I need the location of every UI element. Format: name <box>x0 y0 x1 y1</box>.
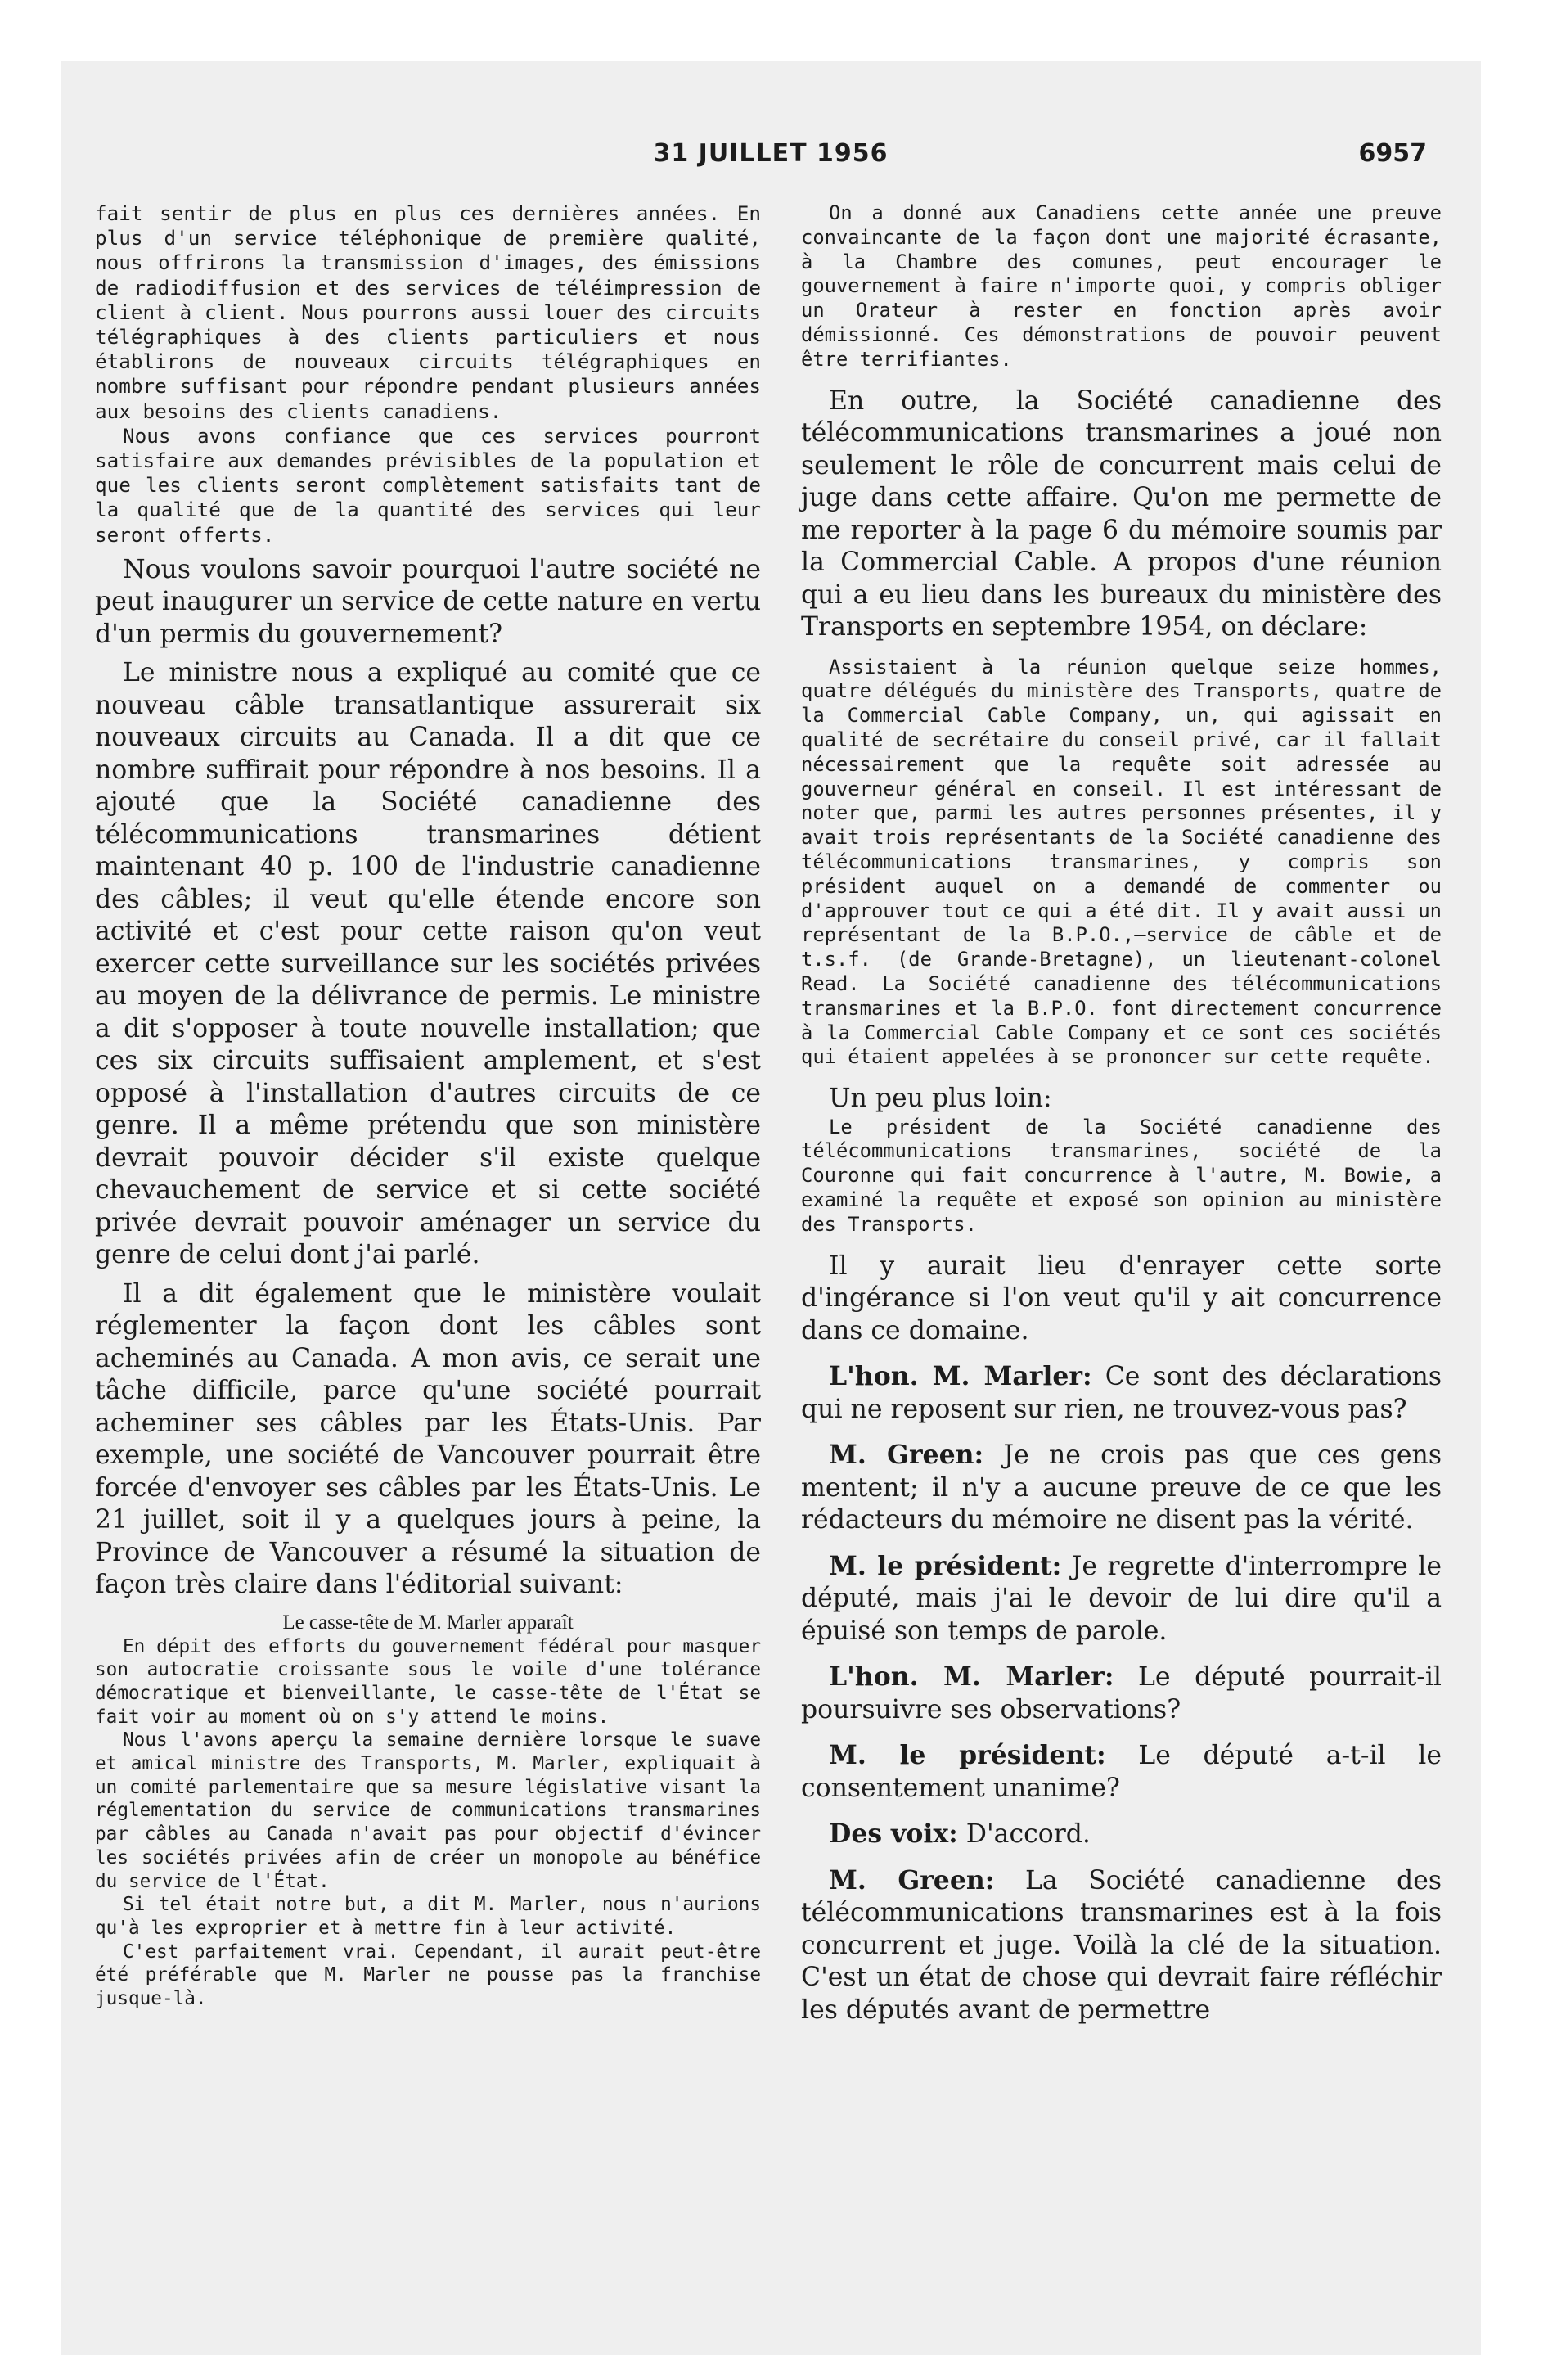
speech <box>801 1661 1442 1726</box>
speech <box>801 1818 1442 1851</box>
right-column <box>801 201 1442 2026</box>
speech-text: Je ne crois pas que ces gens mentent; il n'y a aucune preuve de ce que les rédacteurs du mémoire ne disent pas la vérité. <box>801 1440 1442 1535</box>
paragraph: On a donné aux Canadiens cette année une preuve convaincante de la façon dont une majorité écrasante, à la Chambre des comunes, peut encourager le gouvernement à faire n'importe quoi, y compris obliger un Orateur à rester en fonction après avoir démissionné. Ces démonstrations de pouvoir peuvent être terrifiantes. <box>801 201 1442 371</box>
speech-text: Le député pourrait-il poursuivre ses observations? <box>801 1662 1442 1724</box>
quote-paragraph: En dépit des efforts du gouvernement fédéral pour masquer son autocratie croissante sous le voile d'une tolérance démocratique et bienveillante, le casse-tête de l'État se fait voir au moment où on s'y attend le moins. <box>95 1635 761 1728</box>
paragraph: Il y aurait lieu d'enrayer cette sorte d'ingérance si l'on veut qu'il y ait concurrence dans ce domaine. <box>801 1251 1442 1346</box>
speech-text: Ce sont des déclarations qui ne reposent sur rien, ne trouvez-vous pas? <box>801 1362 1442 1424</box>
speaker-name: M. Green: <box>829 1440 984 1471</box>
quote-paragraph: Si tel était notre but, a dit M. Marler, nous n'aurions qu'à les exproprier et à mettre fin à leur activité. <box>95 1894 761 1939</box>
page-header <box>61 139 1481 178</box>
speaker-name: M. le président: <box>829 1740 1106 1771</box>
speaker-name: L'hon. M. Marler: <box>829 1661 1114 1693</box>
paragraph: Un peu plus loin: <box>829 1084 1052 1114</box>
paragraph: Nous avons confiance que ces services pourront satisfaire aux demandes prévisibles de la population et que les clients seront complètement satisfaits tant de la qualité que de la quantité des services qui leur seront offerts. <box>95 423 761 547</box>
paragraph: Nous voulons savoir pourquoi l'autre société ne peut inaugurer un service de cette nature en vertu d'un permis du gouvernement? <box>95 554 761 649</box>
quote-paragraph: Assistaient à la réunion quelque seize hommes, quatre délégués du ministère des Transports, quatre de la Commercial Cable Company, un, qui agissait en qualité de secrétaire du conseil privé, car il fallait nécessairement que la requête soit adressée au gouverneur général en conseil. Il est intéressant de noter que, parmi les autres personnes présentes, il y avait trois représentants de la Société canadienne des télécommunications transmarines, y compris son président auquel on a demandé de commenter ou d'approuver tout ce qui a été dit. Il y avait aussi un représentant de la B.P.O.,—service de câble et de t.s.f. (de Grande-Bretagne), un lieutenant-colonel Read. La Société canadienne des télécommunications transmarines et la B.P.O. font directement concurrence à la Commercial Cable Company et ce sont ces sociétés qui étaient appelées à se prononcer sur cette requête. <box>801 655 1442 1069</box>
header-date: 31 JUILLET 1956 <box>653 139 889 168</box>
speaker-name: M. Green: <box>829 1864 995 1895</box>
quote-paragraph: Nous l'avons aperçu la semaine dernière lorsque le suave et amical ministre des Transports, M. Marler, expliquait à un comité parlementaire que sa mesure législative visant la réglementation du service de communications transmarines par câbles au Canada n'avait pas pour objectif d'évincer les sociétés privées afin de créer un monopole au bénéfice du service de l'État. <box>95 1729 761 1892</box>
speech <box>801 1550 1442 1648</box>
paragraph: Le ministre nous a expliqué au comité que ce nouveau câble transatlantique assurerait six nouveaux circuits au Canada. Il a dit que ce nombre suffirait pour répondre à nos besoins. Il a ajouté que la Société canadienne des télécommunications transmarines détient maintenant 40 p. 100 de l'industrie canadienne des câbles; il veut qu'elle étende encore son activité et c'est pour cette raison qu'on veut exercer cette surveillance sur les sociétés privées au moyen de la délivrance de permis. Le ministre a dit s'opposer à toute nouvelle installation; que ces six circuits suffisaient amplement, et s'est opposé à l'installation d'autres circuits de ce genre. Il a même prétendu que son ministère devrait pouvoir décider s'il existe quelque chevauchement de service et si cette société privée devrait pouvoir aménager un service du genre de celui dont j'ai parlé. <box>95 658 761 1270</box>
page-number: 6957 <box>1358 139 1427 168</box>
speech-text: Le député a-t-il le consentement unanime? <box>801 1741 1442 1803</box>
speaker-name: Des voix: <box>829 1819 958 1850</box>
speech-text: Je regrette d'interrompre le député, mais j'ai le devoir de lui dire qu'il a épuisé son temps de parole. <box>801 1551 1442 1646</box>
speech <box>801 1864 1442 2027</box>
quote-title: Le casse-tête de M. Marler apparaît <box>282 1611 574 1634</box>
paragraph: fait sentir de plus en plus ces dernières années. En plus d'un service téléphonique de première qualité, nous offrirons la transmission d'images, des émissions de radiodiffusion et des services de téléimpression de client à client. Nous pourrons aussi louer des circuits télégraphiques à des clients particuliers et nous établirons de nouveaux circuits télégraphiques en nombre suffisant pour répondre pendant plusieurs années aux besoins des clients canadiens. <box>95 201 761 423</box>
quote-paragraph: C'est parfaitement vrai. Cependant, il aurait peut-être été préférable que M. Marler ne pousse pas la franchise jusque-là. <box>95 1941 761 2010</box>
paragraph: En outre, la Société canadienne des télécommunications transmarines a joué non seulement le rôle de concurrent mais celui de juge dans cette affaire. Qu'on me permette de me reporter à la page 6 du mémoire soumis par la Commercial Cable. A propos d'une réunion qui a eu lieu dans les bureaux du ministère des Transports en septembre 1954, on déclare: <box>801 385 1442 642</box>
speech <box>801 1439 1442 1537</box>
quote-paragraph: Le président de la Société canadienne des télécommunications transmarines, société de la Couronne qui fait concurrence à l'autre, M. Bowie, a examiné la requête et exposé son opinion au ministère des Transports. <box>801 1115 1442 1236</box>
speaker-name: L'hon. M. Marler: <box>829 1361 1092 1392</box>
left-column <box>95 201 761 2011</box>
speech-text: La Société canadienne des télécommunications transmarines est à la fois concurrent et juge. Voilà la clé de la situation. C'est un état de chose qui devrait faire réfléchir les députés avant de permettre <box>801 1865 1442 2025</box>
speech-text: D'accord. <box>965 1819 1091 1850</box>
speech <box>801 1360 1442 1426</box>
speech <box>801 1739 1442 1805</box>
paragraph: Il a dit également que le ministère voulait réglementer la façon dont les câbles sont acheminés au Canada. A mon avis, ce serait une tâche difficile, parce qu'une société pourrait acheminer ses câbles par les États-Unis. Par exemple, une société de Vancouver pourrait être forcée d'envoyer ses câbles par les États-Unis. Le 21 juillet, soit il y a quelques jours à peine, la Province de Vancouver a résumé la situation de façon très claire dans l'éditorial suivant: <box>95 1278 761 1600</box>
speaker-name: M. le président: <box>829 1550 1062 1581</box>
scanned-page <box>61 61 1481 2355</box>
